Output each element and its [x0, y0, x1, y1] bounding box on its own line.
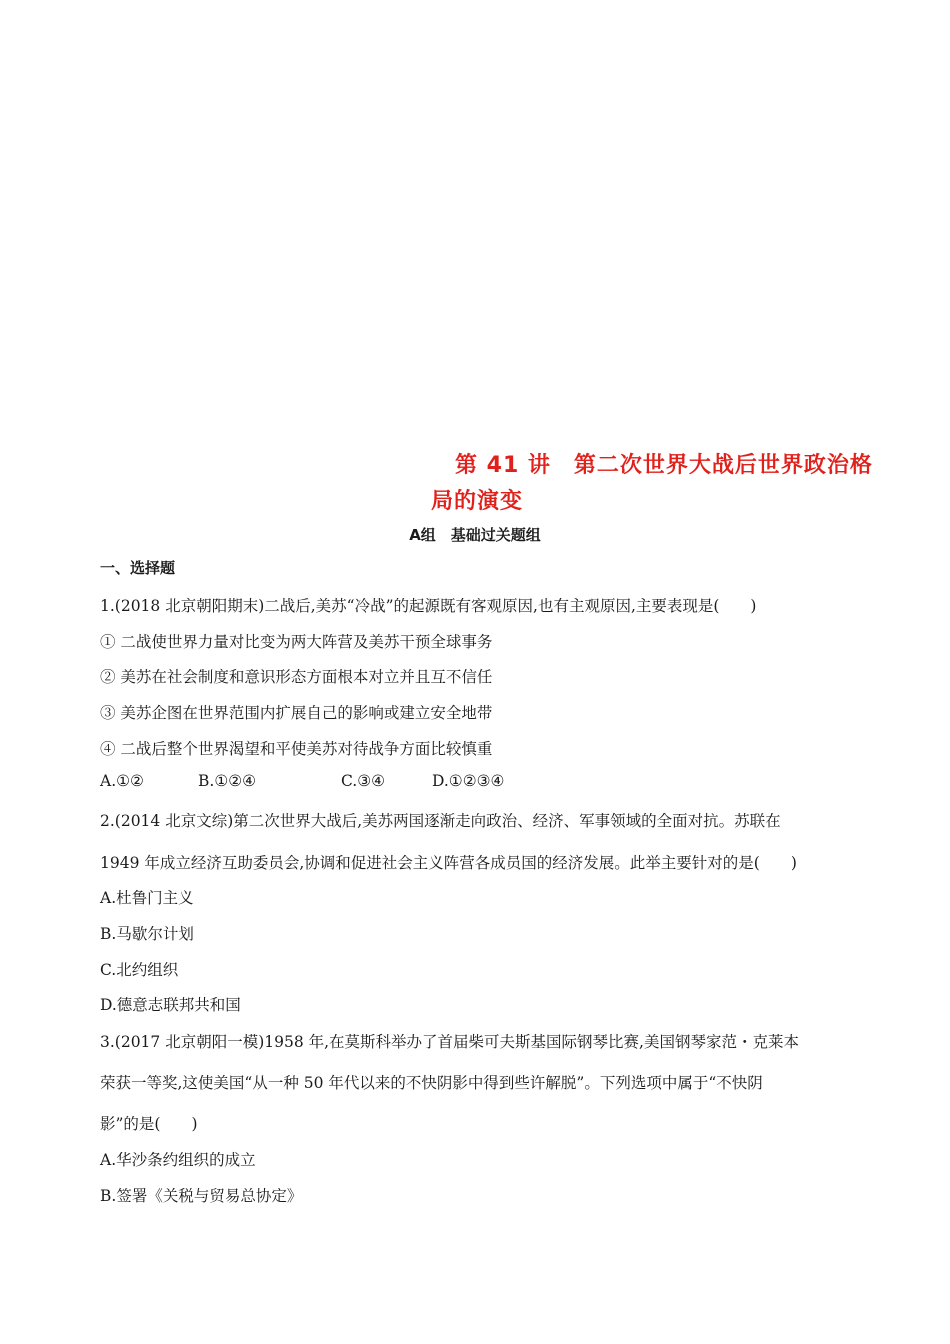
q1-item-1: ① 二战使世界力量对比变为两大阵营及美苏干预全球事务: [100, 633, 493, 651]
q1-option-c: C.③④: [341, 772, 386, 790]
q3-stem-line-2: 荣获一等奖,这使美国“从一种 50 年代以来的不快阴影中得到些许解脱”。下列选项中属于“不快阴: [100, 1074, 763, 1092]
q1-item-3: ③ 美苏企图在世界范围内扩展自己的影响或建立安全地带: [100, 704, 493, 722]
page-title-line-2: 局的演变: [431, 489, 524, 514]
q1-option-d: D.①②③④: [432, 772, 505, 790]
q3-stem-line-1: 3.(2017 北京朝阳一模)1958 年,在莫斯科举办了首届柴可夫斯基国际钢琴比赛,美国钢琴家范・克莱本: [100, 1033, 799, 1051]
q1-option-b: B.①②④: [198, 772, 257, 790]
q3-option-a: A.华沙条约组织的成立: [100, 1151, 256, 1169]
q3-option-b: B.签署《关税与贸易总协定》: [100, 1187, 303, 1205]
q1-stem: 1.(2018 北京朝阳期末)二战后,美苏“冷战”的起源既有客观原因,也有主观原因,主要表现是( ): [100, 597, 757, 615]
q2-option-a: A.杜鲁门主义: [100, 889, 194, 907]
q2-stem-line-1: 2.(2014 北京文综)第二次世界大战后,美苏两国逐渐走向政治、经济、军事领域的全面对抗。苏联在: [100, 812, 781, 830]
group-heading: A组 基础过关题组: [409, 526, 541, 544]
q1-item-4: ④ 二战后整个世界渴望和平使美苏对待战争方面比较慎重: [100, 740, 493, 758]
q1-option-a: A.①②: [100, 772, 144, 790]
q2-stem-line-2: 1949 年成立经济互助委员会,协调和促进社会主义阵营各成员国的经济发展。此举主要针对的是( ): [100, 854, 797, 872]
q2-option-d: D.德意志联邦共和国: [100, 996, 241, 1014]
page-title-line-1: 第 41 讲 第二次世界大战后世界政治格: [455, 453, 873, 478]
q1-item-2: ② 美苏在社会制度和意识形态方面根本对立并且互不信任: [100, 668, 493, 686]
q2-option-c: C.北约组织: [100, 961, 179, 979]
q3-stem-line-3: 影”的是( ): [100, 1115, 198, 1133]
section-heading: 一、选择题: [100, 559, 176, 577]
q2-option-b: B.马歇尔计划: [100, 925, 194, 943]
